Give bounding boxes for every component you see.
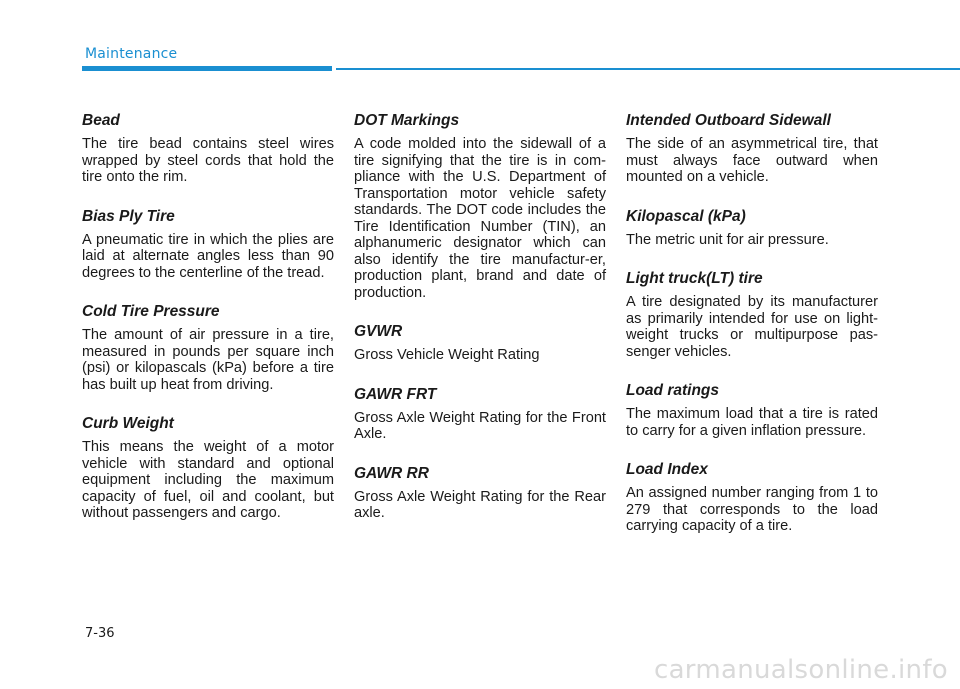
term-definition: The maximum load that a tire is rated to carry for a given inflation pressure. [626, 406, 878, 439]
term-heading: Kilopascal (kPa) [626, 207, 746, 225]
glossary-entry-kilopascal [626, 208, 878, 249]
glossary-entry-load-index [626, 461, 878, 535]
term-definition: A code molded into the sidewall of a tire signifying that the tire is in com-pliance with the U.S. Department of Transportation motor vehicle safety standards. The DOT code includes the Tire Identification Number (TIN), an alphanumeric designator which can also identify the tire manufactur-er, production plant, brand and date of production. [354, 136, 606, 301]
term-definition: A pneumatic tire in which the plies are laid at alternate angles less than 90 degrees to the centerline of the tread. [82, 231, 334, 281]
term-definition: Gross Vehicle Weight Rating [354, 347, 540, 363]
header-rule-thin [336, 68, 960, 70]
term-heading: GVWR [354, 323, 403, 340]
term-heading: Intended Outboard Sidewall [626, 112, 831, 129]
glossary-entry-gawr-frt [354, 386, 606, 443]
term-heading: Load ratings [626, 382, 720, 399]
term-heading: GAWR RR [354, 464, 429, 482]
term-heading: GAWR FRT [354, 385, 437, 403]
term-heading: Curb Weight [82, 415, 174, 432]
section-header: Maintenance [85, 46, 178, 62]
term-definition: This means the weight of a motor vehicle with standard and optional equipment including the maximum capacity of fuel, oil and coolant, but without passengers and cargo. [82, 439, 334, 521]
term-heading: Load Index [626, 461, 708, 478]
glossary-entry-bias-ply-tire [82, 208, 334, 282]
glossary-entry-bead [82, 112, 334, 186]
glossary-entry-curb-weight [82, 415, 334, 522]
page-number: 7-36 [85, 626, 115, 641]
glossary-entry-light-truck-tire [626, 270, 878, 360]
term-heading: Cold Tire Pressure [82, 303, 220, 320]
term-definition: Gross Axle Weight Rating for the Front Axle. [354, 409, 606, 442]
term-definition: The metric unit for air pressure. [626, 231, 829, 248]
term-heading: Light truck(LT) tire [626, 270, 763, 287]
column-3 [626, 112, 878, 557]
term-definition: A tire designated by its manufacturer as primarily intended for use on light-weight trucks or multipurpose pas-senger vehicles. [626, 294, 878, 360]
glossary-entry-gvwr [354, 323, 606, 364]
term-definition: An assigned number ranging from 1 to 279 that corresponds to the load carrying capacity of a tire. [626, 485, 878, 534]
term-definition: The tire bead contains steel wires wrapped by steel cords that hold the tire onto the rim. [82, 136, 334, 185]
glossary-entry-load-ratings [626, 382, 878, 439]
glossary-entry-cold-tire-pressure [82, 303, 334, 393]
term-definition: The amount of air pressure in a tire, measured in pounds per square inch (psi) or kilopascals (kPa) before a tire has built up heat from driving. [82, 327, 334, 393]
glossary-entry-dot-markings [354, 112, 606, 301]
watermark: carmanualsonline.info [653, 655, 948, 685]
term-definition: Gross Axle Weight Rating for the Rear axle. [354, 488, 606, 521]
term-heading: DOT Markings [354, 112, 460, 129]
term-heading: Bead [82, 112, 120, 129]
term-heading: Bias Ply Tire [82, 207, 175, 225]
glossary-entry-intended-outboard-sidewall [626, 112, 878, 186]
glossary-entry-gawr-rr [354, 465, 606, 522]
column-1 [82, 112, 334, 544]
column-2 [354, 112, 606, 544]
term-definition: The side of an asymmetrical tire, that must always face outward when mounted on a vehicle. [626, 136, 878, 185]
header-rule-thick [82, 66, 332, 71]
